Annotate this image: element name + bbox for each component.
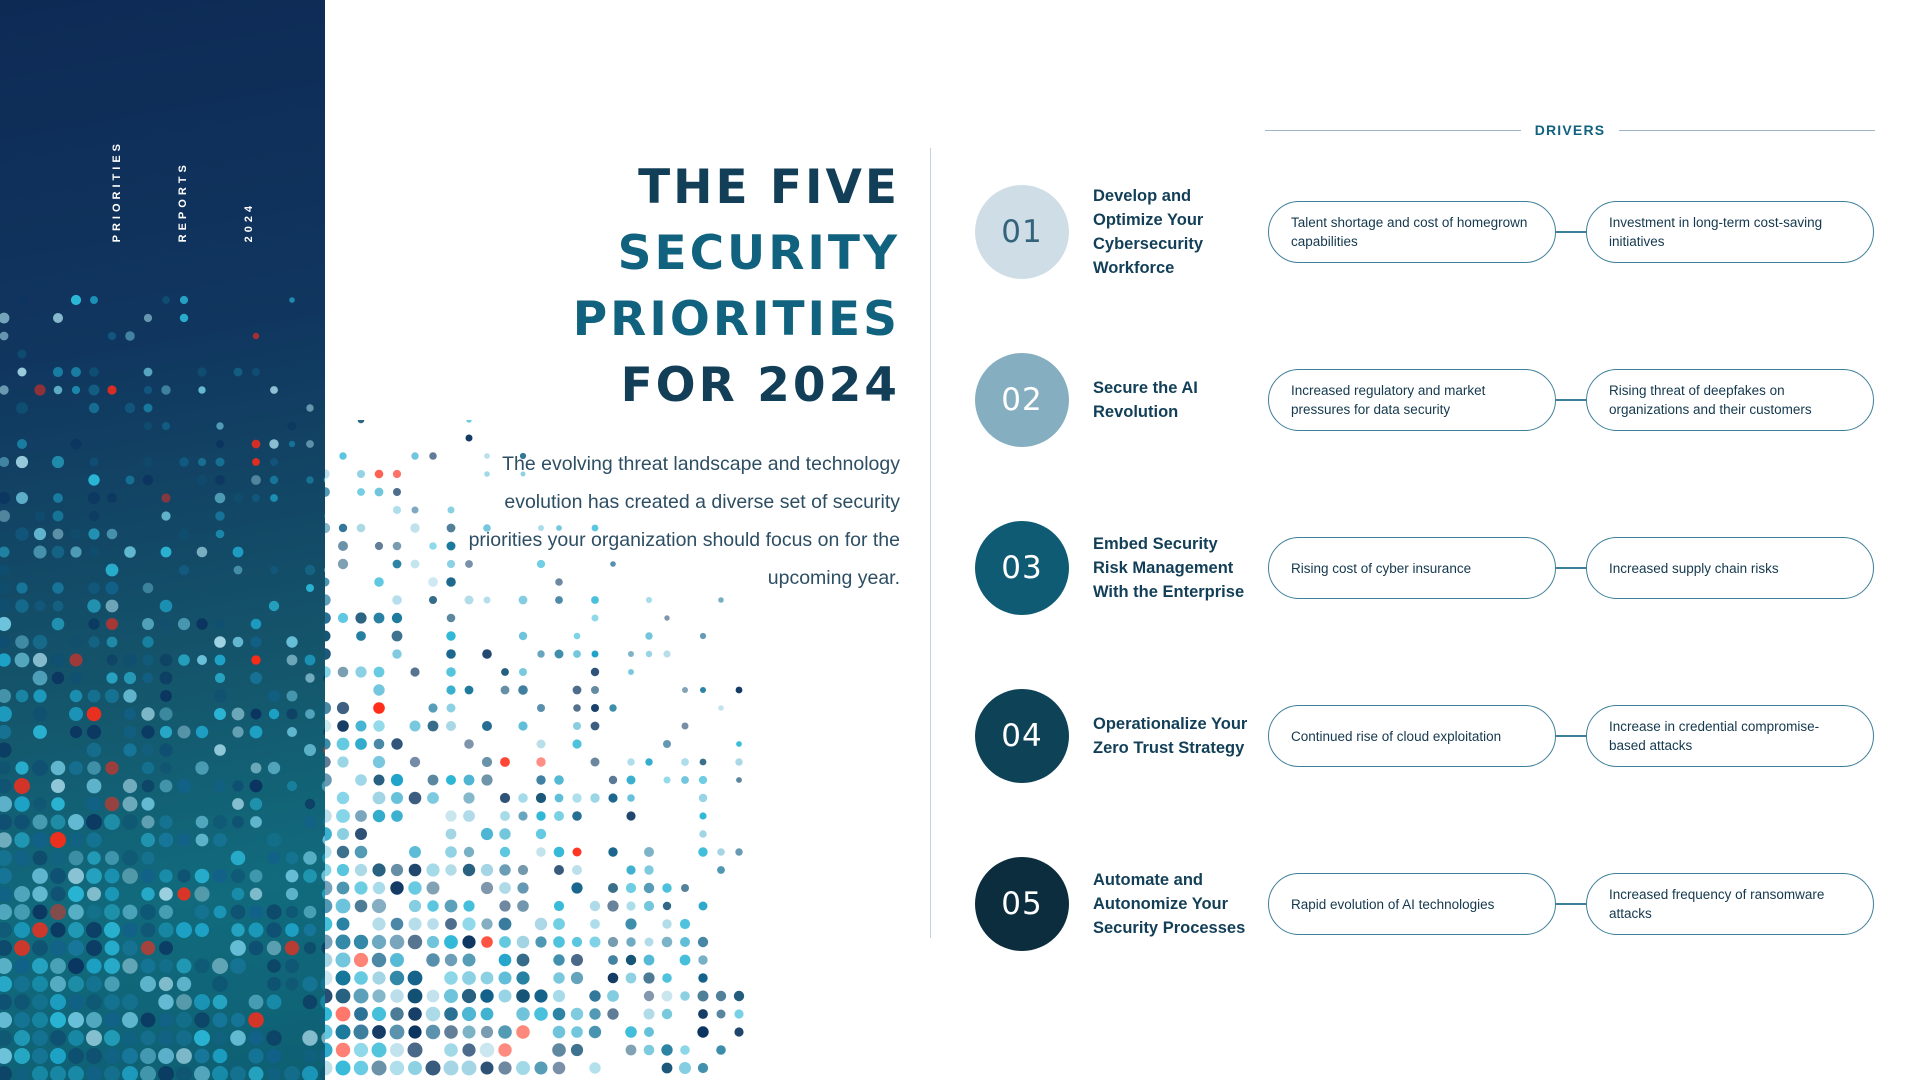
driver-pill: Continued rise of cloud exploitation: [1268, 705, 1556, 767]
title-block: [430, 155, 900, 597]
driver-pill: Increased supply chain risks: [1586, 537, 1874, 599]
driver-pill: Rapid evolution of AI technologies: [1268, 873, 1556, 935]
pill-connector: [1556, 567, 1586, 568]
driver-pill: Increase in credential compromise-based attacks: [1586, 705, 1874, 767]
drivers-header-rule-left: [1265, 130, 1521, 131]
priorities-list: [975, 148, 1880, 988]
drivers-header-label: DRIVERS: [1534, 122, 1606, 138]
priority-title: Develop and Optimize Your Cybersecurity Workforce: [1093, 187, 1204, 277]
report-series-line-3: 2024: [243, 201, 255, 243]
driver-pill-group: [1268, 201, 1874, 263]
pill-connector: [1556, 903, 1586, 904]
priority-number-badge: 03: [975, 521, 1069, 615]
priority-row: [975, 316, 1880, 484]
driver-pill: Investment in long-term cost-saving initiatives: [1586, 201, 1874, 263]
driver-pill-group: [1268, 873, 1874, 935]
priority-title: Embed Security Risk Management With the Enterprise: [1093, 535, 1245, 601]
priority-title: Operationalize Your Zero Trust Strategy: [1093, 715, 1248, 757]
priority-number-badge: 05: [975, 857, 1069, 951]
driver-pill: Talent shortage and cost of homegrown capabilities: [1268, 201, 1556, 263]
page-title-line-2: SECURITY: [617, 226, 900, 281]
priority-title: Automate and Autonomize Your Security Processes: [1093, 871, 1246, 937]
page-title: [430, 155, 900, 419]
driver-pill-group: [1268, 537, 1874, 599]
drivers-header: [1265, 122, 1875, 138]
report-series-label: [62, 140, 304, 242]
priority-title: Secure the AI Revolution: [1093, 379, 1198, 421]
priority-row: [975, 484, 1880, 652]
priority-number-badge: 01: [975, 185, 1069, 279]
pill-connector: [1556, 231, 1586, 232]
page-subtitle: The evolving threat landscape and technology evolution has created a diverse set of security priorities your organization should focus on for the upcoming year.: [468, 453, 900, 589]
priority-row: [975, 652, 1880, 820]
report-series-line-1: PRIORITIES: [111, 140, 123, 243]
driver-pill: Rising threat of deepfakes on organizations and their customers: [1586, 369, 1874, 431]
drivers-header-rule-right: [1619, 130, 1875, 131]
driver-pill: Increased frequency of ransomware attacks: [1586, 873, 1874, 935]
priority-number-badge: 04: [975, 689, 1069, 783]
priority-row: [975, 820, 1880, 988]
driver-pill: Increased regulatory and market pressures for data security: [1268, 369, 1556, 431]
driver-pill-group: [1268, 369, 1874, 431]
pill-connector: [1556, 399, 1586, 400]
page-title-line-4: FOR 2024: [620, 358, 900, 413]
pill-connector: [1556, 735, 1586, 736]
priority-number-badge: 02: [975, 353, 1069, 447]
priority-row: [975, 148, 1880, 316]
vertical-divider: [930, 148, 931, 938]
page-title-line-3: PRIORITIES: [572, 292, 900, 347]
page-title-line-1: THE FIVE: [638, 160, 900, 215]
report-series-line-2: REPORTS: [177, 161, 189, 243]
driver-pill-group: [1268, 705, 1874, 767]
driver-pill: Rising cost of cyber insurance: [1268, 537, 1556, 599]
decorative-left-panel: [0, 0, 325, 1080]
